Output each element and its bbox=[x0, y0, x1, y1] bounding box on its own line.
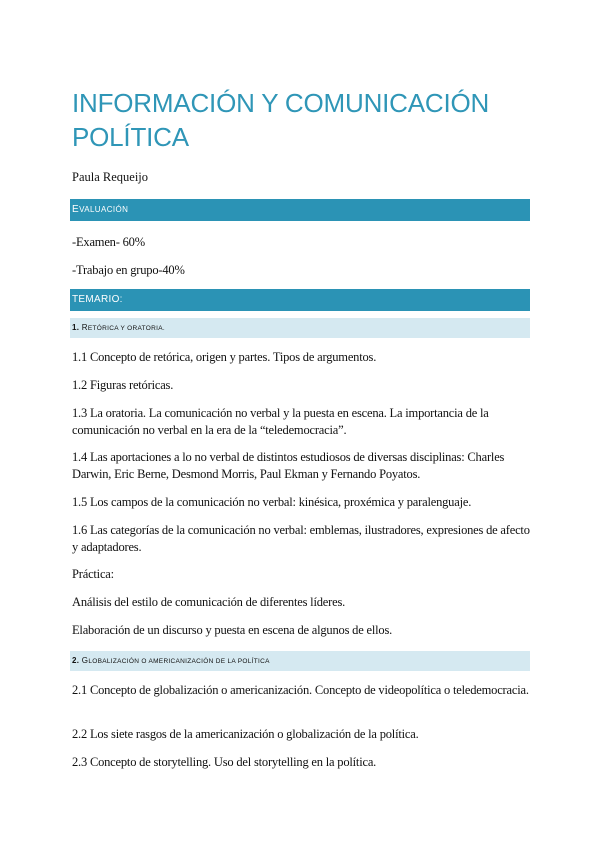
heading-initial: E bbox=[72, 204, 80, 215]
list-item: 2.1 Concepto de globalización o americanización. Concepto de videopolítica o teledemocracia. bbox=[72, 683, 529, 697]
list-item: Análisis del estilo de comunicación de diferentes líderes. bbox=[72, 595, 346, 609]
list-item: 2.2 Los siete rasgos de la americanización o globalización de la política. bbox=[72, 727, 419, 741]
title-line-1: INFORMACIÓN Y COMUNICACIÓN bbox=[72, 88, 490, 118]
list-item: 2.3 Concepto de storytelling. Uso del storytelling en la política. bbox=[72, 755, 377, 769]
list-item: 1.1 Concepto de retórica, origen y partes. Tipos de argumentos. bbox=[72, 350, 377, 364]
section-heading-evaluacion bbox=[70, 199, 530, 221]
section-heading-temario: TEMARIO: bbox=[70, 289, 530, 311]
evaluation-item-exam: -Examen- 60% bbox=[72, 235, 145, 249]
list-item: Elaboración de un discurso y puesta en escena de algunos de ellos. bbox=[72, 623, 393, 637]
document-title bbox=[72, 86, 530, 154]
heading-rest: VALUACIÓN bbox=[79, 205, 129, 214]
subsection-rest: ETÓRICA Y ORATORIA. bbox=[87, 325, 165, 332]
subsection-number: 2. bbox=[72, 656, 82, 665]
subsection-number: 1. bbox=[72, 323, 82, 332]
subsection-initial: G bbox=[81, 656, 89, 665]
subsection-rest: LOBALIZACIÓN O AMERICANIZACIÓN DE LA POLÍTICA bbox=[88, 658, 270, 665]
list-item: 1.6 Las categorías de la comunicación no verbal: emblemas, ilustradores, expresiones de afecto y adaptadores. bbox=[72, 523, 530, 554]
evaluation-item-group-work: -Trabajo en grupo-40% bbox=[72, 263, 185, 277]
list-item: 1.3 La oratoria. La comunicación no verbal y la puesta en escena. La importancia de la comunicación no verbal en la era de la “teledemocracia”. bbox=[72, 406, 489, 437]
list-item: 1.2 Figuras retóricas. bbox=[72, 378, 174, 392]
author-name: Paula Requeijo bbox=[72, 170, 149, 184]
list-item: 1.5 Los campos de la comunicación no verbal: kinésica, proxémica y paralenguaje. bbox=[72, 495, 472, 509]
subsection-heading-1 bbox=[70, 318, 530, 338]
practice-label: Práctica: bbox=[72, 567, 114, 581]
subsection-initial: R bbox=[81, 323, 88, 332]
subsection-heading-2 bbox=[70, 651, 530, 671]
title-line-2: POLÍTICA bbox=[72, 122, 189, 152]
list-item: 1.4 Las aportaciones a lo no verbal de distintos estudiosos de diversas disciplinas: Charles Darwin, Eric Berne, Desmond Morris, Paul Ekman y Fernando Poyatos. bbox=[72, 450, 505, 481]
